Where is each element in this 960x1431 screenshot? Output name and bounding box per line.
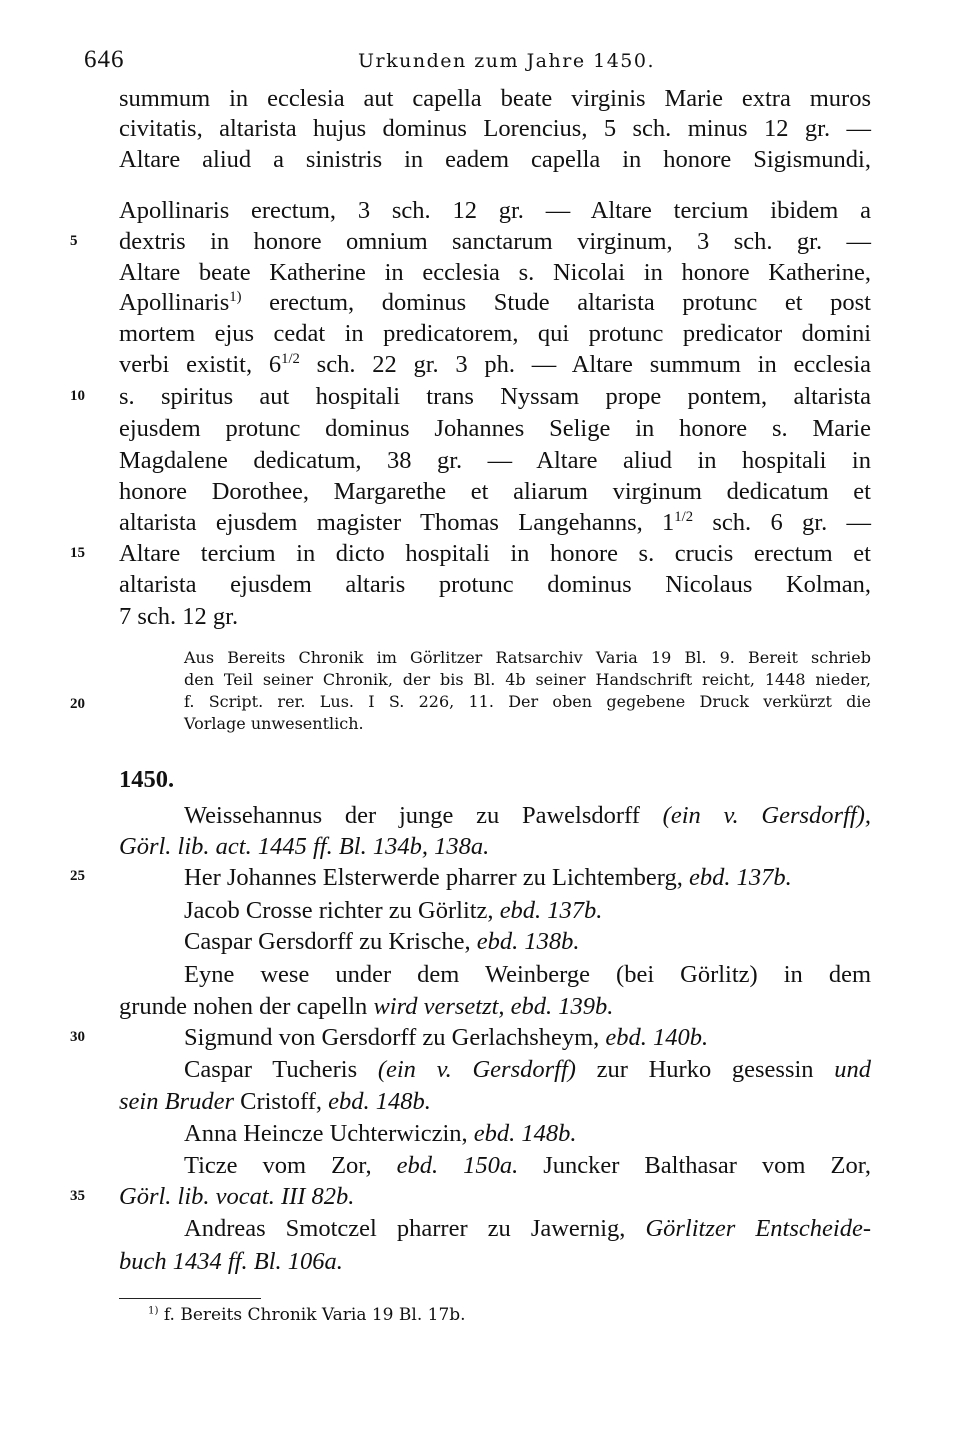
source-note-line: Vorlage unwesentlich.: [184, 714, 364, 733]
text-run: Anna Heincze Uchterwiczin,: [184, 1120, 474, 1147]
italic-run: ebd. 150a.: [396, 1152, 519, 1179]
italic-run: (ein v. Gersdorff): [377, 1056, 576, 1083]
footnote-text: f. Bereits Chronik Varia 19 Bl. 17b.: [158, 1305, 466, 1325]
entry-line: [119, 1182, 871, 1212]
text-line: [119, 508, 871, 538]
text-run: sch. 6 gr. —: [693, 509, 871, 536]
italic-run: wird versetzt, ebd. 139b.: [373, 993, 614, 1020]
text-run: altarista ejusdem magister Thomas Langehanns, 1: [119, 509, 675, 536]
entry-line: [184, 1023, 871, 1053]
entry-line: [119, 1087, 871, 1117]
line-number: 30: [70, 1029, 85, 1045]
text-run: verbi existit, 6: [119, 351, 282, 378]
entry-line: [184, 863, 871, 893]
text-run: grunde nohen der capelln: [119, 993, 374, 1020]
text-run: sch. 22 gr. 3 ph. — Altare summum in ecclesia: [299, 351, 871, 378]
footnote-rule: [119, 1298, 261, 1299]
entry-line: [184, 1214, 871, 1244]
italic-run: sein Bruder: [119, 1088, 234, 1115]
text-line: summum in ecclesia aut capella beate virginis Marie extra muros: [119, 85, 871, 112]
italic-run: ebd. 137b.: [689, 864, 792, 891]
entry-line: Eyne wese under dem Weinberge (bei Görlitz) in dem: [184, 961, 871, 988]
entry-line: [184, 1151, 871, 1181]
italic-run: Görl. lib. act. 1445 ff. Bl. 134b, 138a.: [119, 833, 490, 860]
year-heading: 1450.: [119, 766, 175, 793]
text-line: honore Dorothee, Margarethe et aliarum virginum dedicatum et: [119, 478, 871, 505]
running-title: Urkunden zum Jahre 1450.: [358, 50, 656, 72]
text-run: Jacob Crosse richter zu Görlitz,: [184, 897, 500, 924]
text-run: Caspar Tucheris: [184, 1056, 378, 1083]
italic-run: ebd. 137b.: [499, 897, 603, 924]
text-run: Her Johannes Elsterwerde pharrer zu Lichtemberg,: [184, 864, 689, 891]
text-run: Ticze vom Zor,: [184, 1152, 397, 1179]
entry-line: [184, 1055, 871, 1085]
text-run: Juncker Balthasar vom Zor,: [518, 1152, 872, 1179]
text-line: 7 sch. 12 gr.: [119, 603, 239, 630]
fraction: 1/2: [281, 350, 300, 367]
italic-run: (ein v. Gersdorff),: [662, 802, 871, 829]
italic-run: Görl. lib. vocat. III 82b.: [119, 1183, 355, 1210]
entry-line: [184, 801, 871, 831]
fraction: 1/2: [674, 508, 694, 525]
line-number: 20: [70, 696, 85, 712]
text-line: ejusdem protunc dominus Johannes Selige in honore s. Marie: [119, 415, 871, 442]
italic-run: buch 1434 ff. Bl. 106a.: [119, 1248, 343, 1275]
source-note-line: den Teil seiner Chronik, der bis Bl. 4b seiner Handschrift reicht, 1448 nieder,: [184, 670, 871, 689]
text-line: Magdalene dedicatum, 38 gr. — Altare aliud in hospitali in: [119, 447, 871, 474]
text-run: Weissehannus der junge zu Pawelsdorff: [184, 802, 663, 829]
page-number: 646: [84, 46, 125, 73]
line-number: 5: [70, 233, 78, 249]
text-line: Altare aliud a sinistris in eadem capella in honore Sigismundi,: [119, 146, 871, 173]
source-note-line: Aus Bereits Chronik im Görlitzer Ratsarchiv Varia 19 Bl. 9. Bereit schrieb: [184, 648, 871, 667]
text-line: civitatis, altarista hujus dominus Lorencius, 5 sch. minus 12 gr. —: [119, 115, 871, 142]
entry-line: [119, 832, 871, 862]
line-number: 15: [70, 545, 85, 561]
italic-run: ebd. 148b.: [328, 1088, 431, 1115]
italic-run: Görlitzer Entscheide-: [645, 1215, 871, 1242]
text-run: Caspar Gersdorff zu Krische,: [184, 928, 477, 955]
line-number: 35: [70, 1188, 85, 1204]
text-line: s. spiritus aut hospitali trans Nyssam prope pontem, altarista: [119, 383, 871, 410]
entry-line: [184, 896, 871, 926]
line-number: 25: [70, 868, 85, 884]
footnote: [148, 1305, 466, 1325]
italic-run: ebd. 148b.: [473, 1120, 577, 1147]
entry-line: [119, 992, 871, 1022]
text-run: Andreas Smotczel pharrer zu Jawernig,: [184, 1215, 646, 1242]
footnote-marker: 1): [148, 1305, 159, 1317]
text-run: Apollinaris: [119, 289, 230, 316]
line-number: 10: [70, 388, 85, 404]
italic-run: und: [834, 1056, 871, 1083]
text-line: Altare tercium in dicto hospitali in honore s. crucis erectum et: [119, 540, 871, 567]
text-run: Cristoff,: [234, 1088, 329, 1115]
italic-run: ebd. 138b.: [476, 928, 580, 955]
entry-line: [119, 1247, 871, 1277]
italic-run: ebd. 140b.: [605, 1024, 709, 1051]
entry-line: [184, 927, 871, 957]
text-line: Apollinaris erectum, 3 sch. 12 gr. — Altare tercium ibidem a: [119, 197, 871, 224]
text-run: erectum, dominus Stude altarista protunc et post: [241, 289, 871, 316]
source-note-line: f. Script. rer. Lus. I S. 226, 11. Der oben gegebene Druck verkürzt die: [184, 692, 871, 711]
entry-line: [184, 1119, 871, 1149]
footnote-marker: 1): [229, 288, 242, 305]
text-line: [119, 350, 871, 380]
text-run: zur Hurko gesessin: [575, 1056, 835, 1083]
text-line: dextris in honore omnium sanctarum virginum, 3 sch. gr. —: [119, 228, 871, 255]
text-line: mortem ejus cedat in predicatorem, qui protunc predicator domini: [119, 320, 871, 347]
text-run: Sigmund von Gersdorff zu Gerlachsheym,: [184, 1024, 606, 1051]
text-line: Altare beate Katherine in ecclesia s. Nicolai in honore Katherine,: [119, 259, 871, 286]
text-line: altarista ejusdem altaris protunc dominus Nicolaus Kolman,: [119, 571, 871, 598]
text-line: [119, 288, 871, 318]
